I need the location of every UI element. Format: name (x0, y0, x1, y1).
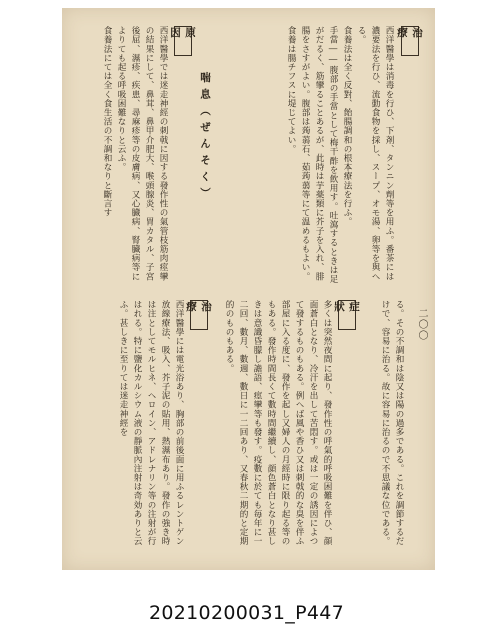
cause-heading-box: 原因 (174, 26, 192, 56)
asthma-title: 喘息（ぜんそく） (199, 72, 211, 204)
document-page (62, 8, 435, 570)
upper-treatment-text: 西洋醫學は消毒を行ひ、下剤、タンニン劑等を用ふ。番茶には濃要法を行ひ、流動食物を採し、スープ、オモ湯、卵等を與へる。 食養法は全く反對、飴腸調和の根本療法を行ふ。 手當――腹部の手當として梅干酢を飲用す。吐瀉するときは足がだるく、筋攣ることあるが、此時は芋薬類に芥子を入れ、腓腸をさすがよい。腹部は蒟蒻石、茹蒟蒻等にて温めるもよい。 食養は腸チフスに堤じてよい。 (286, 26, 394, 284)
cause-text: 西洋醫學では迷走神經の刺戟に因する發作性の氣管枝筋肉痙攣の結果にして、鼻茸、鼻甲介肥大、喉頭腺炎、胃カタル、子宮後屈、濕疹、疾患、尋麻疹等の皮膚病、又心臓病、腎臓病等によりても起る呼吸困難なりと云ふ。 食養法にては全く食生活の不調和なりと斷言す (102, 26, 168, 281)
page-number: 二〇〇 (416, 308, 427, 341)
image-caption: 20210200031_P447 (149, 602, 344, 624)
lower-treatment-text: 西洋醫學には電光浴あり、胸部の前後面に用ふるレントゲン放線療法、吸入、芥子泥の貼用、熱濕布あり。發作の強き時は注としてモルヒネ、ヘロイン、アドレナリン等の注射が行はれる。特に鹽化カルシウム液の靜脈內注射は奇効ありと云ふ。甚しきに至りては迷走神經を (118, 300, 184, 546)
lower-treatment-heading-box: 治療 (190, 300, 208, 330)
symptom-text: 多くは突然夜間に起り、發作性の呼氣的呼吸困難を伴ひ、顔面蒼白となり、冷汗を出して苦悶す。或は一定の誘因によつて發するものもある。例へば風や香ひ又は刺戟的な臭を伴ふ部屋に入る度に、發作を起し又婦人の月經時に限り起る等のもある。發作時間長くて數時間繼續し、顔色蒼白となり甚しきは意識昏朦し譫語、痙攣等も發す。疫數に於ても毎年に一二回、數月、數週、數日に一二回あり、又春秋二期的と定期的のものもある。 (224, 300, 332, 546)
lower-continuation-text: る。その不調和は陰又は陽の過多である。これを調節するだけで、容易に治る。故に容易に治るので不思議な位である。 (380, 300, 404, 546)
symptom-heading-box: 症狀 (338, 300, 356, 330)
treatment-heading-box: 治療 (401, 26, 419, 56)
